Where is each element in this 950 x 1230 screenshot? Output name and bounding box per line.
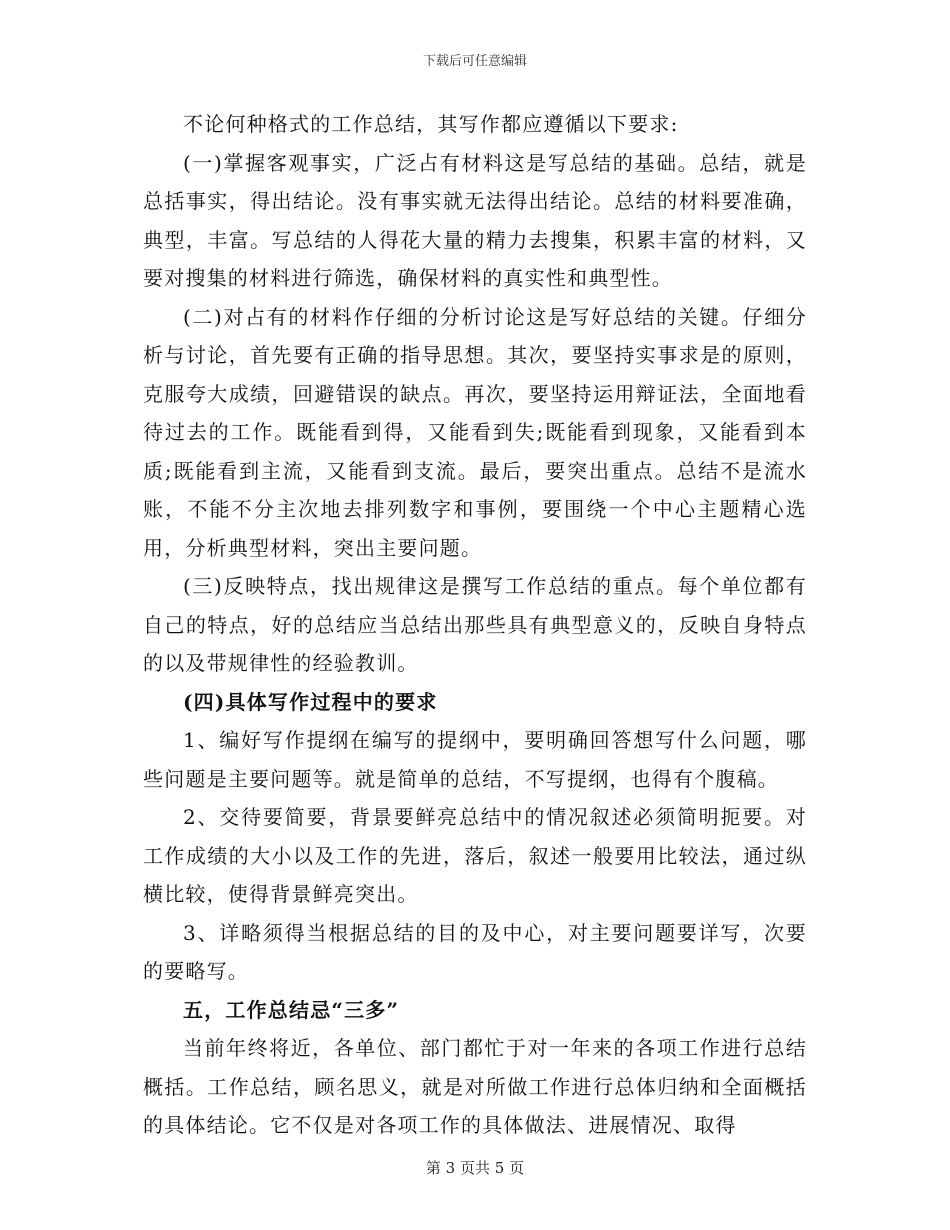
paragraph: 不论何种格式的工作总结，其写作都应遵循以下要求: (183, 112, 679, 136)
paragraph: (一)掌握客观事实，广泛占有材料这是写总结的基础。总结，就是总括事实，得出结论。没有事实就无法得出结论。总结的材料要准确，典型，丰富。写总结的人得花大量的精力去搜集，积累丰富的材料，又要对搜集的材料进行筛选，确保材料的真实性和典型性。 (143, 150, 807, 290)
paragraph: 2、交待要简要，背景要鲜亮总结中的情况叙述必须简明扼要。对工作成绩的大小以及工作的先进，落后，叙述一般要用比较法，通过纵横比较，使得背景鲜亮突出。 (143, 805, 807, 906)
page-header: 下载后可任意编辑 (422, 54, 527, 69)
document-body (143, 105, 807, 1145)
paragraph: (三)反映特点，找出规律这是撰写工作总结的重点。每个单位都有自己的特点，好的总结应当总结出那些具有典型意义的，反映自身特点的以及带规律性的经验教训。 (143, 574, 807, 675)
section-heading: (四)具体写作过程中的要求 (183, 689, 438, 714)
paragraph: 3、详略须得当根据总结的目的及中心，对主要问题要详写，次要的要略写。 (143, 920, 807, 983)
section-heading: 五，工作总结忌“三多” (183, 997, 400, 1022)
paragraph: 当前年终将近，各单位、部门都忙于对一年来的各项工作进行总结概括。工作总结，顾名思义，就是对所做工作进行总体归纳和全面概括的具体结论。它不仅是对各项工作的具体做法、进展情况、取得 (143, 1036, 807, 1137)
paragraph: (二)对占有的材料作仔细的分析讨论这是写好总结的关键。仔细分析与讨论，首先要有正确的指导思想。其次，要坚持实事求是的原则，克服夸大成绩，回避错误的缺点。再次，要坚持运用辩证法，全面地看待过去的工作。既能看到得，又能看到失;既能看到现象，又能看到本质;既能看到主流，又能看到支流。最后，要突出重点。总结不是流水账，不能不分主次地去排列数字和事例，要围绕一个中心主题精心选用，分析典型材料，突出主要问题。 (143, 304, 807, 560)
page-footer: 第 3 页共 5 页 (425, 1159, 525, 1177)
paragraph: 1、编好写作提纲在编写的提纲中，要明确回答想写什么问题，哪些问题是主要问题等。就是简单的总结，不写提纲，也得有个腹稿。 (143, 728, 807, 791)
